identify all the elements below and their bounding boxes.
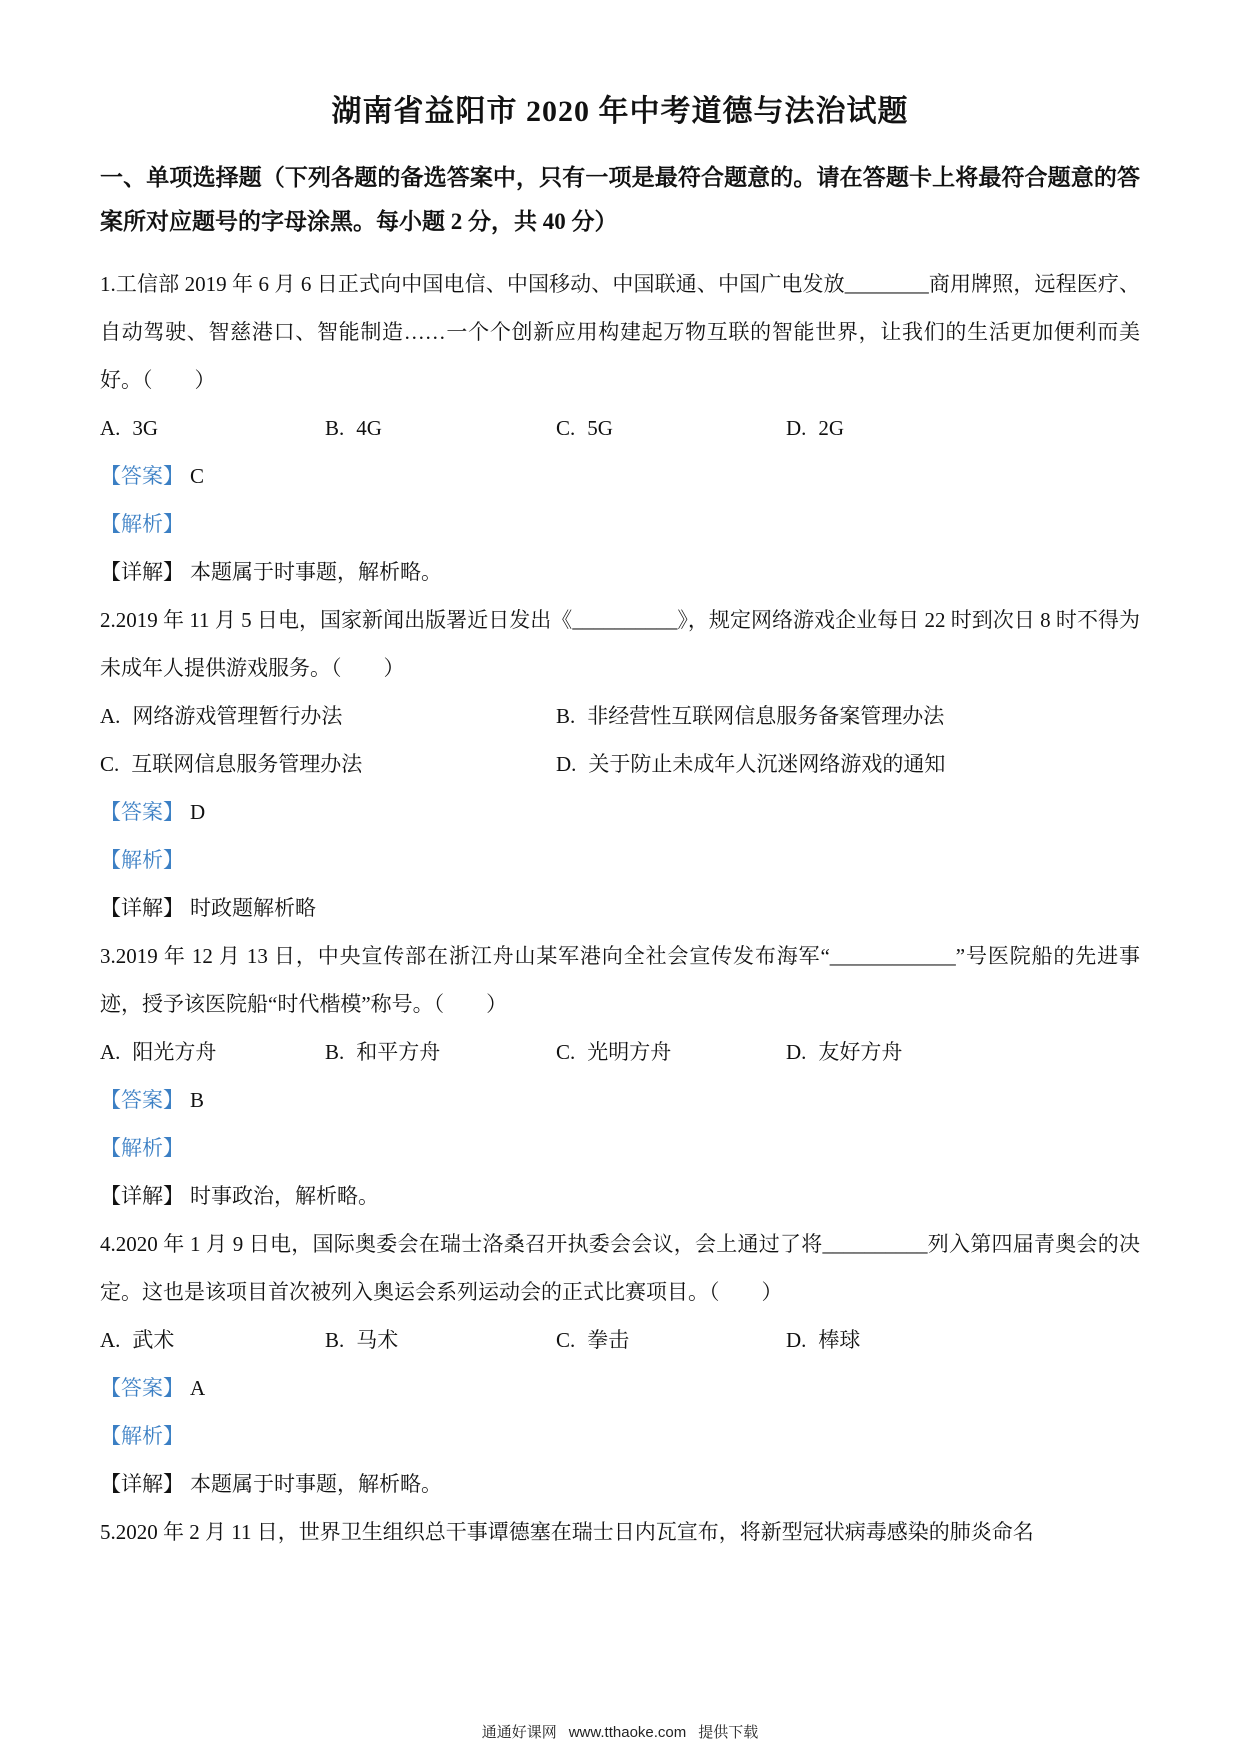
footer-suffix: 提供下载 bbox=[698, 1724, 759, 1741]
option-a: A. 3G bbox=[100, 416, 159, 440]
question-block-2 bbox=[100, 596, 1140, 932]
analysis-label: 【解析】 bbox=[100, 1136, 184, 1160]
question-stem: 1.工信部 2019 年 6 月 6 日正式向中国电信、中国移动、中国联通、中国广电发放________商用牌照，远程医疗、自动驾驶、智慈港口、智能制造……一个个创新应用构建起万物互联的智能世界，让我们的生活更加便利而美好。（ ） bbox=[100, 272, 1140, 392]
question-block-3 bbox=[100, 932, 1140, 1220]
page-title: 湖南省益阳市 2020 年中考道德与法治试题 bbox=[331, 95, 909, 128]
question-block-1 bbox=[100, 260, 1140, 596]
option-a: A. 阳光方舟 bbox=[100, 1040, 217, 1064]
option-c: C. 拳击 bbox=[556, 1328, 630, 1352]
answer-value: C bbox=[190, 464, 205, 488]
answer-line bbox=[100, 1076, 1140, 1124]
answer-line bbox=[100, 788, 1140, 836]
answer-value: D bbox=[190, 800, 206, 824]
answer-value: A bbox=[190, 1376, 206, 1400]
question-stem: 3.2019 年 12 月 13 日，中央宣传部在浙江舟山某军港向全社会宣传发布海军“____________”号医院船的先进事迹，授予该医院船“时代楷模”称号。（ ） bbox=[100, 944, 1140, 1016]
detail-label: 【详解】 bbox=[100, 896, 184, 920]
option-d: D. 友好方舟 bbox=[786, 1040, 903, 1064]
detail-line bbox=[100, 1172, 1140, 1220]
detail-line bbox=[100, 548, 1140, 596]
answer-label: 【答案】 bbox=[100, 464, 184, 488]
option-b: B. 马术 bbox=[325, 1328, 399, 1352]
option-a: A. 网络游戏管理暂行办法 bbox=[100, 704, 343, 728]
option-c: C. 光明方舟 bbox=[556, 1040, 672, 1064]
detail-line bbox=[100, 884, 1140, 932]
options-row bbox=[100, 1028, 1140, 1076]
footer-url: www.tthaoke.com bbox=[568, 1724, 687, 1741]
detail-label: 【详解】 bbox=[100, 1472, 184, 1496]
detail-label: 【详解】 bbox=[100, 1184, 184, 1208]
answer-line bbox=[100, 1364, 1140, 1412]
detail-text: 本题属于时事题，解析略。 bbox=[190, 560, 442, 584]
answer-label: 【答案】 bbox=[100, 1088, 184, 1112]
options-grid bbox=[100, 692, 1140, 788]
detail-text: 本题属于时事题，解析略。 bbox=[190, 1472, 442, 1496]
detail-label: 【详解】 bbox=[100, 560, 184, 584]
answer-label: 【答案】 bbox=[100, 1376, 184, 1400]
option-a: A. 武术 bbox=[100, 1328, 175, 1352]
options-row bbox=[100, 404, 1140, 452]
footer-site-name: 通通好课网 bbox=[481, 1724, 557, 1741]
analysis-line bbox=[100, 1412, 1140, 1460]
analysis-line bbox=[100, 1124, 1140, 1172]
option-d: D. 棒球 bbox=[786, 1328, 861, 1352]
question-block-4 bbox=[100, 1220, 1140, 1508]
option-b: B. 和平方舟 bbox=[325, 1040, 441, 1064]
analysis-line bbox=[100, 836, 1140, 884]
detail-text: 时政题解析略 bbox=[190, 896, 316, 920]
detail-text: 时事政治，解析略。 bbox=[190, 1184, 379, 1208]
option-c: C. 5G bbox=[556, 416, 613, 440]
analysis-label: 【解析】 bbox=[100, 848, 184, 872]
analysis-line bbox=[100, 500, 1140, 548]
option-b: B. 非经营性互联网信息服务备案管理办法 bbox=[556, 704, 945, 728]
answer-label: 【答案】 bbox=[100, 800, 184, 824]
detail-line bbox=[100, 1460, 1140, 1508]
page-footer bbox=[0, 1721, 1240, 1742]
option-c: C. 互联网信息服务管理办法 bbox=[100, 752, 363, 776]
section-heading: 一、单项选择题（下列各题的备选答案中，只有一项是最符合题意的。请在答题卡上将最符合题意的答案所对应题号的字母涂黑。每小题 2 分，共 40 分） bbox=[100, 165, 1140, 234]
question-stem: 4.2020 年 1 月 9 日电，国际奥委会在瑞士洛桑召开执委会会议，会上通过了将__________列入第四届青奥会的决定。这也是该项目首次被列入奥运会系列运动会的正式比赛项目。（ ） bbox=[100, 1232, 1140, 1304]
answer-value: B bbox=[190, 1088, 205, 1112]
option-d: D. 2G bbox=[786, 416, 845, 440]
option-b: B. 4G bbox=[325, 416, 382, 440]
option-d: D. 关于防止未成年人沉迷网络游戏的通知 bbox=[556, 752, 946, 776]
partial-question-stem: 5.2020 年 2 月 11 日，世界卫生组织总干事谭德塞在瑞士日内瓦宣布，将新型冠状病毒感染的肺炎命名 bbox=[100, 1520, 1034, 1544]
answer-line bbox=[100, 452, 1140, 500]
options-row bbox=[100, 1316, 1140, 1364]
question-stem: 2.2019 年 11 月 5 日电，国家新闻出版署近日发出《__________》，规定网络游戏企业每日 22 时到次日 8 时不得为未成年人提供游戏服务。（ ） bbox=[100, 608, 1140, 680]
analysis-label: 【解析】 bbox=[100, 1424, 184, 1448]
analysis-label: 【解析】 bbox=[100, 512, 184, 536]
